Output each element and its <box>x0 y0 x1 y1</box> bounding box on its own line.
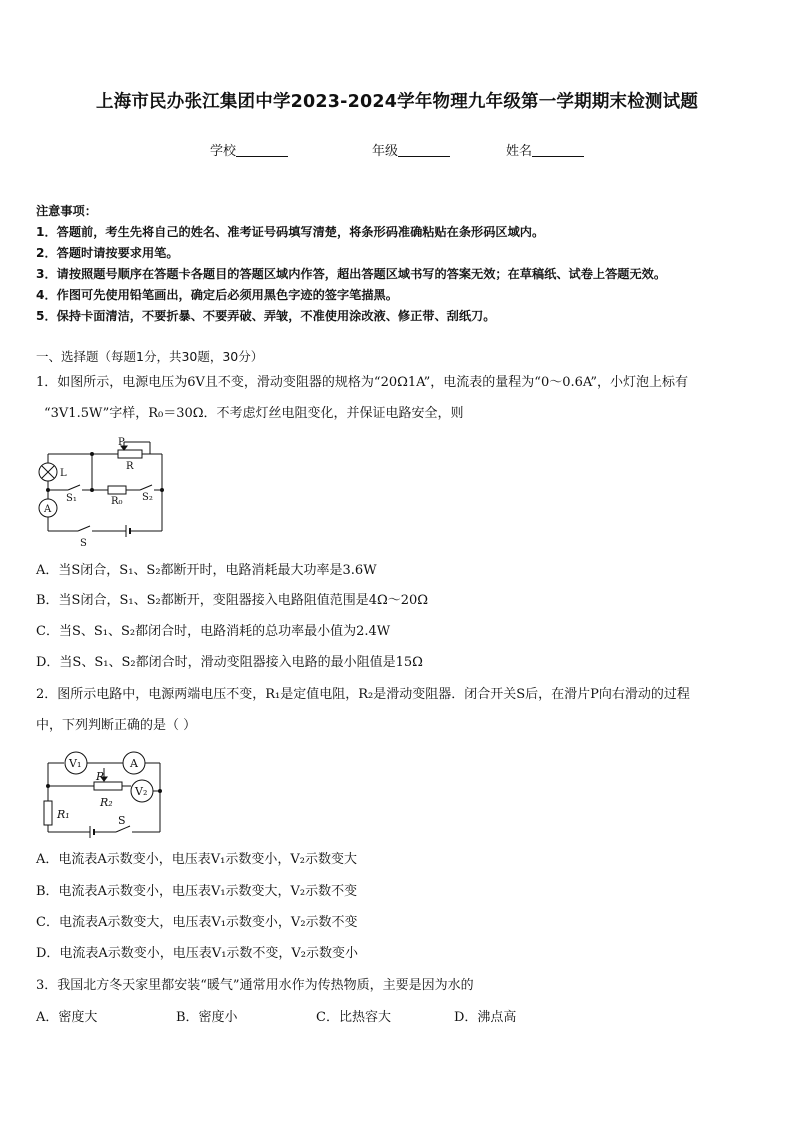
notice-item: 2．答题时请按要求用笔。 <box>36 246 179 260</box>
q1-option-a: A．当S闭合，S₁、S₂都断开时，电路消耗最大功率是3.6W <box>36 563 377 578</box>
q3-stem: 3．我国北方冬天家里都安装“暖气”通常用水作为传热物质，主要是因为水的 <box>36 978 474 993</box>
q1-stem-line2: “3V1.5W”字样，R₀＝30Ω．不考虑灯丝电阻变化，并保证电路安全，则 <box>44 406 464 421</box>
q1-option-d: D．当S、S₁、S₂都闭合时，滑动变阻器接入电路的最小阻值是15Ω <box>36 655 423 670</box>
name-blank <box>532 143 584 157</box>
notice-heading: 注意事项： <box>36 204 97 218</box>
q2-label-r1: R₁ <box>57 808 70 821</box>
grade-field <box>372 140 450 159</box>
q2-stem-line2: 中，下列判断正确的是（ ） <box>36 718 197 733</box>
page-title: 上海市民办张江集团中学2023-2024学年物理九年级第一学期期末检测试题 <box>95 92 699 112</box>
name-label: 姓名 <box>506 144 533 159</box>
q1-label-l: L <box>60 468 67 479</box>
q3-option-b: B．密度小 <box>176 1010 238 1025</box>
q2-stem-line1: 2．图所示电路中，电源两端电压不变，R₁是定值电阻，R₂是滑动变阻器．闭合开关S后，在滑片P向右滑动的过程 <box>36 687 690 702</box>
q1-label-r: R <box>126 461 134 472</box>
q2-label-p: P <box>96 770 104 783</box>
name-field <box>506 140 584 159</box>
q1-option-b: B．当S闭合，S₁、S₂都断开，变阻器接入电路阻值范围是4Ω～20Ω <box>36 593 429 608</box>
q1-stem-line1: 1．如图所示，电源电压为6V且不变，滑动变阻器的规格为“20Ω1A”，电流表的量程为“0～0.6A”，小灯泡上标有 <box>36 375 689 390</box>
q2-option-c: C．电流表A示数变大，电压表V₁示数变小，V₂示数不变 <box>36 915 358 930</box>
q2-label-s: S <box>118 814 126 827</box>
notice-item: 1．答题前，考生先将自己的姓名、准考证号码填写清楚，将条形码准确粘贴在条形码区域内。 <box>36 225 545 239</box>
section-heading: 一、选择题（每题1分，共30题，30分） <box>36 349 264 364</box>
q2-label-v2: V₂ <box>135 785 148 798</box>
q2-label-a: A <box>130 757 138 770</box>
notice-item: 5．保持卡面清洁，不要折暴、不要弄破、弄皱，不准使用涂改液、修正带、刮纸刀。 <box>36 309 496 323</box>
school-field <box>210 140 288 159</box>
notice-item: 4．作图可先使用铅笔画出，确定后必须用黑色字迹的签字笔描黑。 <box>36 288 398 302</box>
q2-circuit-diagram <box>38 748 168 838</box>
q3-option-a: A．密度大 <box>36 1010 98 1025</box>
q1-label-s1: S₁ <box>66 493 77 504</box>
grade-blank <box>398 143 450 157</box>
q1-label-r0: R₀ <box>111 496 123 507</box>
q3-option-c: C．比热容大 <box>316 1010 391 1025</box>
q2-option-d: D．电流表A示数变小，电压表V₁示数不变，V₂示数变小 <box>36 946 359 961</box>
q2-label-r2: R₂ <box>100 796 113 809</box>
q1-label-s: S <box>80 538 87 548</box>
q2-option-a: A．电流表A示数变小，电压表V₁示数变小，V₂示数变大 <box>36 852 357 867</box>
school-blank <box>236 143 288 157</box>
q1-label-p: P <box>118 437 125 448</box>
q1-label-a: A <box>44 504 52 515</box>
q3-option-d: D．沸点高 <box>454 1010 517 1025</box>
notice-item: 3．请按照题号顺序在答题卡各题目的答题区域内作答，超出答题区域书写的答案无效；在草稿纸、试卷上答题无效。 <box>36 267 667 281</box>
q2-option-b: B．电流表A示数变小，电压表V₁示数变大，V₂示数不变 <box>36 884 358 899</box>
grade-label: 年级 <box>372 144 399 159</box>
q1-option-c: C．当S、S₁、S₂都闭合时，电路消耗的总功率最小值为2.4W <box>36 624 391 639</box>
q2-label-v1: V₁ <box>69 757 82 770</box>
q1-label-s2: S₂ <box>142 492 153 503</box>
school-label: 学校 <box>210 144 237 159</box>
q1-circuit-diagram <box>34 436 174 548</box>
